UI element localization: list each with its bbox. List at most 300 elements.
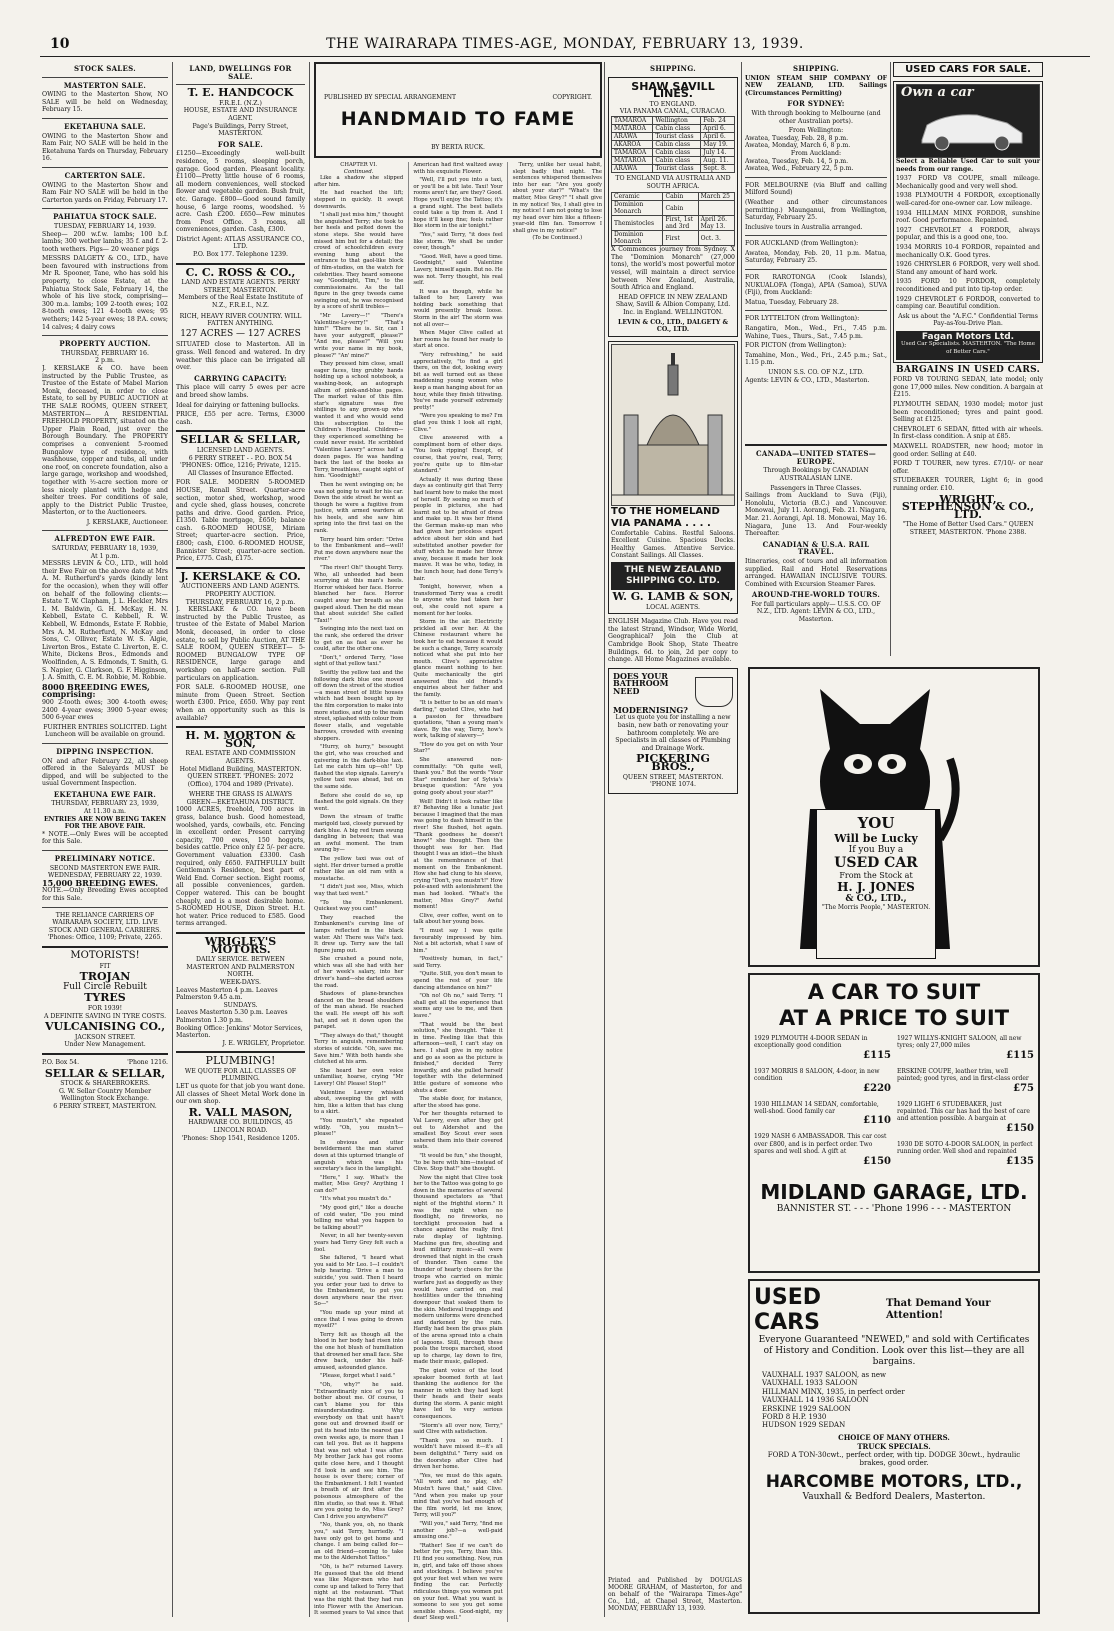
story-paragraph: "Were you speaking to me? I'm glad you think I look all right, Clive." <box>413 413 503 433</box>
sailing-cell: Dominion Monarch <box>612 231 663 246</box>
st-pauls-drawing <box>612 345 734 505</box>
story-paragraph: In obvious and utter bewilderment the man stared down at this upturned triangle of anguish which was his secretary's face in the lamplight. <box>314 1139 404 1173</box>
ad-text: WE QUOTE FOR ALL CLASSES OF PLUMBING. <box>184 1067 297 1083</box>
ad-headline: MODERNISING? <box>613 704 688 715</box>
ad-subheading: CANADIAN & U.S.A. RAIL TRAVEL. <box>762 539 870 557</box>
ad-text: If you Buy a <box>848 845 904 855</box>
story-paragraph: Swiftly the yellow taxi and the following dark blue one moved off down the street of the studios—a mean street of little houses which had been bought up by the film corporation to make into more studios, and up to the main street, splashed with colour from flower stalls, and vegetable barrows, crowded with evening shoppers. <box>314 669 404 742</box>
midland-car-desc: 1930 DE SOTO 4-DOOR SALOON, in perfect running order. Well shod and repainted <box>897 1140 1033 1156</box>
story-paragraph: The stable door, for instance, after the steed has gone. <box>413 1096 503 1109</box>
ad-text: G. W. Sellar Country Member Wellington Stock Exchange. <box>58 1087 152 1103</box>
ad-brand: C. C. ROSS & CO., <box>185 265 296 279</box>
sailing-row <box>612 116 735 124</box>
sailing-row <box>612 124 735 132</box>
stock-list: Sheep— 200 w.f.w. lambs; 100 b.f. lambs; 300 wether lambs; 35 f. and f. 2-tooth wethers. Pigs— 20 weaner pigs <box>42 230 168 253</box>
ad-text: LET us quote for that job you want done. All classes of Sheet Metal Work done in our own shop. <box>176 1083 305 1106</box>
ad-headline: Will be Lucky <box>834 832 918 845</box>
sailing-cell: March 25 <box>698 193 734 201</box>
ad-headline: BATHROOM <box>613 678 669 689</box>
story-paragraph: "You mustn't," she repeated wildly. "Oh, you mustn't—please!" <box>314 1117 404 1138</box>
ad-text: 'Phones: Shop 1541, Residence 1205. <box>181 1134 300 1142</box>
ad-text: DAILY SERVICE. BETWEEN MASTERTON AND PALMERSTON NORTH. <box>186 956 295 979</box>
ad-headline: USED CARS <box>754 1285 821 1335</box>
ad-text: 'Phone 1216. <box>127 1058 168 1066</box>
ad-subheading: FOR MELBOURNE (via Bluff and calling Milford Sound) <box>745 181 887 197</box>
midland-car-desc: 1930 HILLMAN 14 SEDAN, comfortable, well-shod. Good family car <box>754 1100 879 1116</box>
harcombe-list <box>762 1371 1026 1430</box>
ad-text: With through booking to Melbourne (and other Australian ports). <box>751 109 881 125</box>
ad-headline: DOES YOUR <box>613 670 668 681</box>
sailing-cell <box>698 201 734 216</box>
story-paragraph: Clive, over coffee, went on to talk about her young boss. <box>413 912 503 926</box>
ad-text: Through Bookings by CANADIAN AUSTRALASIAN LINE. <box>763 467 869 482</box>
stock-list: 900 2-tooth ewes; 300 4-tooth ewes; 2400 4-year ewes; 3900 5-year ewes; 500 6-year ewes <box>42 698 168 722</box>
ad-subheading: FOR SYDNEY: <box>787 99 845 109</box>
story-paragraph: They reached the Embankment's curving line of lamps reflected in the black water. Ah! There was Val's taxi. It drew up. Terry saw the tall figure jump out. <box>314 914 404 954</box>
story-chapter: CHAPTER VI. <box>340 162 378 168</box>
bargain-listing: CHEVROLET 6 SEDAN, fitted with air wheels. In first-class condition. A snip at £85. <box>893 425 1043 441</box>
story-paragraph: "Thank you so much. I wouldn't have missed it—it's all been delightful." Terry said on the doorstep after Clive had driven her home. <box>413 1437 503 1471</box>
ad-text: Awatea, Monday, Feb. 20, 11 p.m. Matua, Saturday, February 25. <box>745 249 887 265</box>
ad-brand: R. VALL MASON, <box>188 1105 293 1119</box>
story-paragraph: "Oh no! Oh no," said Terry. "I shall get all the experience that seems any use to me, and then leave." <box>413 993 503 1020</box>
story-paragraph: She crushed a pound note, which was all she had with her of her week's salary, into her driver's hand—she darted across the road. <box>314 956 404 989</box>
notice-time: At 11.30 a.m. <box>84 808 126 816</box>
car-listing: 1927 CHEVROLET 4 FORDOR, always popular, and this is a good one, too. <box>896 226 1040 242</box>
column-rule <box>172 62 173 1617</box>
sailing-row <box>612 148 735 156</box>
ad-brand: Fagan Motors Ltd. <box>921 331 1015 342</box>
notice-text: ON and after February 22, all sheep offered in the Saleyards MUST be dipped, and will be subjected to the usual Government Inspection. <box>42 757 168 788</box>
harcombe-ad <box>748 1279 1040 1614</box>
story-paragraph: "You made up your mind at once that I was going to drown myself?" <box>314 1309 404 1330</box>
basin-icon <box>695 677 733 707</box>
sailing-cell: Wellington <box>653 116 701 124</box>
ad-text: Comfortable Cabins. Restful Saloons. Excellent Cuisine. Spacious Decks. Healthy Games. Attentive Service. Constant Sailings. All Classes. <box>611 529 735 560</box>
ad-text: From Auckland: <box>790 149 842 157</box>
ad-text: REAL ESTATE AND COMMISSION AGENTS. <box>185 750 296 765</box>
midland-car-price: £75 <box>1013 1082 1034 1094</box>
section-heading: LAND, DWELLINGS FOR SALE. <box>189 64 292 81</box>
story-paragraph: "I must say I was quite favourably impressed by him. Not a bit actorish, what I saw of him." <box>413 927 503 954</box>
bargain-listing: STUDEBAKER TOURER, Light 6; in good running order. £10. <box>893 477 1043 492</box>
sailing-cell: Cabin class <box>653 124 701 132</box>
sailing-cell: April 6. <box>701 124 735 132</box>
story-paragraph: Actually it was during these days as continuity girl that Terry had learnt how to make the most of herself. By seeing so much of people in pictures, she had learnt not to be afraid of dress and make up. It was her friend the German make-up man who had given her priceless expert advice about her skin and had substituted another powder for stuff which he made her throw away, because it made her look mauve. It was he who, today, in the lunch hour, had done Terry's hair. <box>413 476 503 582</box>
ad-brand: T. E. HANDCOCK <box>187 86 294 100</box>
ad-headline: Own a car <box>901 85 974 100</box>
midland-car-price: £110 <box>863 1115 891 1127</box>
sailing-table <box>611 192 735 246</box>
story-paragraph: "It would be fun," she thought, "to be here with him—instead of Clive. Stop that!" she thought. <box>413 1152 503 1173</box>
midland-car <box>754 1133 891 1167</box>
ad-brand: SELLAR & SELLAR, <box>180 433 301 447</box>
ad-headline: A CAR TO SUIT <box>807 980 981 1004</box>
ad-brand: TROJAN <box>79 970 131 984</box>
sailing-line: Awatea, Monday, March 6, 8 p.m. <box>745 142 851 150</box>
sailing-cell: ARAWA <box>612 164 653 172</box>
sailing-cell: Tourist class <box>653 132 701 140</box>
midland-car-price: £135 <box>1006 1155 1034 1167</box>
notice-highlight: 15,000 BREEDING EWES. <box>42 877 159 888</box>
ad-text: TO ENGLAND. <box>649 100 697 108</box>
ad-headline: TO THE HOMELAND VIA PANAMA . . . . <box>611 505 720 529</box>
story-paragraph: "I shall just miss him," thought the anguished Terry; she took to her heels and pelted down the stone steps. She would have missed him but for a detail; the crowd of schoolchildren every evening hung about the entrance to that gaol-like block of film-studios, on the watch for celebrities. They heard someone say "Goodnight, Tim," to the commissionaire. As the tall figure in the grey tweeds came swinging out, he was recognised by a score of shrill trebles— <box>314 212 404 311</box>
story-paragraph: Like a shadow she slipped after him. <box>314 175 404 188</box>
car-listing: 1934 HILLMAN MINX FORDOR, sunshine roof. Good performance. Repainted. <box>896 209 1040 225</box>
notice-date: SATURDAY, FEBRUARY 18, 1939, <box>51 545 159 553</box>
story-paragraph: "Rather! See if we can't do better for you, Terry, than this. I'll find you something. Now, run in, girl, and take off those shoes and stockings. I believe you've got your feet wet when we were finding the car. Perfectly ridiculous things you women put on your feet. What you want is someone to see you get some sensible shoes. Good-night, my dear! Sleep well." <box>413 1542 503 1622</box>
story-paragraph: "How do you get on with Your Star?" <box>413 741 503 755</box>
story-paragraph: "No, thank you, oh, no thank you," said Terry, hurriedly. "I have only got to get home and change. I am being called for—an old friend—coming to take me to the Aldershot Tattoo." <box>314 1522 404 1562</box>
page-number: 10 <box>50 36 70 52</box>
listing-text: Ideal for dairying or fattening bullocks. <box>176 401 300 409</box>
ad-text: J. E. WRIGLEY, Proprietor. <box>222 1039 305 1047</box>
notice-text: ENTRIES ARE NOW BEING TAKEN FOR THE ABOVE FAIR. <box>43 815 167 831</box>
midland-car-desc: 1929 LIGHT 6 STUDEBAKER, just repainted. This car has had the best of care and attention possible. A bargain at <box>897 1100 1030 1123</box>
shaw-savill-ad <box>608 77 738 337</box>
ad-text: LICENSED LAND AGENTS. <box>196 446 285 454</box>
ad-brand: W. G. LAMB & SON, <box>612 590 734 604</box>
ad-text: STOCK & SHAREBROKERS. <box>60 1080 150 1088</box>
midland-car <box>897 1035 1034 1062</box>
midland-car-desc: 1927 WILLYS-KNIGHT SALOON, all new tyres; only 27,000 miles <box>897 1035 1022 1050</box>
magazine-club-ad: ENGLISH Magazine Club. Have you read the latest Strand, Windsor, Wide World, Geographical? Join the Club at Cambridge Book Shop, State Theatre Buildings. 6d. to join, 2d per copy to change. All Home Magazines available. <box>608 618 738 664</box>
notice-heading: EKETAHUNA SALE. <box>64 121 146 131</box>
story-paragraph: "Please, forget what I said." <box>320 1373 395 1380</box>
midland-car-desc: 1929 PLYMOUTH 4-DOOR SEDAN in exceptionally good condition <box>754 1035 868 1050</box>
harcombe-car: VAUXHALL 1937 SALOON, as new <box>762 1371 886 1379</box>
section-heading: SHIPPING. <box>792 64 839 73</box>
car-illustration <box>896 84 1040 158</box>
story-author: BY BERTA RUCK. <box>431 144 485 151</box>
ad-headline: AT A PRICE TO SUIT <box>778 1006 1010 1030</box>
midland-car <box>754 1068 891 1095</box>
sailing-cell: MATAROA <box>612 156 653 164</box>
ad-headline: That Demand Your Attention! <box>885 1298 991 1321</box>
notice-heading: EKETAHUNA EWE FAIR. <box>53 789 157 799</box>
sailing-cell: MATAROA <box>612 124 653 132</box>
ad-brand: PICKERING BROS., <box>636 752 710 773</box>
midland-car-price: £150 <box>1006 1122 1034 1134</box>
story-paragraph: "Oh, why?" he said. "Extraordinarily nice of you to bother about me. Of course, I can't blame you for this misunderstanding. Why everybody on that unit hasn't gone out and drowned itself or put its head into the nearest gas oven weeks ago, is more than I can tell you. But as it happens that was not what I was after. My brother Jack has got rooms quite close here, and I thought I'd look in and see him. The house is over there; corner of the Embankment. I felt I wanted a breath of air first after the poisonous atmosphere of the film studio, so that was it. What are you going to do, Miss Grey? Can I drive you anywhere?" <box>314 1381 404 1520</box>
sailing-row <box>612 140 735 148</box>
sailing-cell: Oct. 3. <box>698 231 734 246</box>
section-heading: SHIPPING. <box>649 64 696 73</box>
cathedral-illustration <box>611 344 735 506</box>
car-icon <box>897 85 1037 157</box>
sailing-row <box>612 216 735 231</box>
ad-brand: SHAW SAVILL LINES. <box>631 79 715 101</box>
nz-shipping-ad <box>608 341 738 615</box>
ad-text: For full particulars apply— U.S.S. CO. OF N.Z., LTD. Agent: LEVIN & CO., LTD., Masterton. <box>751 600 881 624</box>
sailing-cell: Cabin class <box>653 156 701 164</box>
story-paragraph: Clive answered with a compliment born of other days. "You look ripping! Except, of course, that you're, real, Terry, you're quite up to film-star standard." <box>413 435 503 475</box>
ad-text: Let us quote you for installing a new basin, new bath or renovating your bathroom completely. We are Specialists in all classes of Plumbing and Drainage Work. <box>615 714 731 752</box>
car-listing: 1935 FORD 10 FORDOR, completely reconditioned and put into tip-top order. <box>896 278 1040 293</box>
listing-text: SITUATED close to Masterton. All in grass. Well fenced and watered. In dry weather this place can be irrigated all over. <box>176 341 305 372</box>
midland-right-list <box>897 1035 1034 1174</box>
notice-time: 2 p.m. <box>95 357 115 365</box>
sailing-row <box>612 164 735 172</box>
ad-text: Matua, Tuesday, February 28. <box>745 298 839 306</box>
story-paragraph: She heard her own voice unfamiliar, hoarse, crying "Mr Lavery! Oh! Please! Stop!" <box>314 1067 404 1087</box>
ad-text: "The Home of Better Used Cars." QUEEN STREET, MASTERTON. 'Phone 2388. <box>902 521 1034 536</box>
ad-brand: WRIGLEY'S MOTORS. <box>204 934 277 956</box>
midland-garage-ad <box>748 973 1040 1273</box>
imprint: Printed and Published by DOUGLAS MOORE GRAHAM, of Masterton, for and on behalf of the "Wairarapa Times-Age" Co., Ltd., at Chapel Street, Masterton. MONDAY, FEBRUARY 13, 1939. <box>608 1577 742 1612</box>
ad-text: From the Stock at <box>839 871 913 880</box>
ad-text: Sailings from Auckland to Suva (Fiji), Honolulu, Victoria (B.C.) and Vancouver. Monowai, July 11. Aorangi, Feb. 21. Niagara, Mar. 21. Aorangi, Apl. 18. Monowai, May 16. Niagara, June 13. And Four-weekly Thereafter. <box>745 492 887 538</box>
story-paragraph: "It is better to be an old man's darling," quoted Clive, who had a passion for threadbare quotations, "than a young man's slave. By the way, Terry, how's work, talking of slavery—" <box>413 700 503 740</box>
ad-text: QUEEN STREET, MASTERTON. 'PHONE 1074. <box>622 773 724 789</box>
story-paragraph: Well! Didn't it look rather like it? Behaving like a lunatic just because I imagined that the man was going to dash himself in the river! She flushed, hot again. "Thank goodness he doesn't know!" she thought. Then the thought was for her. Had thought I was an idiot—the blush at the remembrance of that moment on the Embankment. How she had clung to his sleeve, crying "Don't, you mustn't!" How pole-axed with astonishment the man had looked. "What's the matter, Miss Grey?" Awful moment! <box>413 798 503 911</box>
listing-text: This place will carry 5 ewes per acre and breed show lambs. <box>176 384 305 399</box>
sailing-table <box>611 116 735 173</box>
bargain-listing: MAXWELL ROADSTER, new hood; motor in good order. Selling at £40. <box>893 443 1043 458</box>
ad-text: AUCTIONEERS AND LAND AGENTS. PROPERTY AUCTION. <box>181 583 300 599</box>
ad-subheading: FOR LYTTELTON (from Wellington): <box>745 315 860 323</box>
bargain-listing: FORD V8 TOURING SEDAN, late model; only gone 17,000 miles. New condition. A bargain at £215. <box>893 376 1043 399</box>
column-rule <box>890 62 891 656</box>
midland-car-price: £220 <box>863 1082 891 1094</box>
ad-headline: YOU <box>857 814 895 832</box>
story-paragraph: Now the night that Clive took her to the Tattoo was going to go down in the memories of several thousand spectators as "that night of the frightful storm." It was the night when no floodlight, no fireworks, no torchlight procession had a chance against the really first rate display of lightning. Machine gun fire, shouting and loud military music—all were drowned that night in the crash of thunder. Then came the thunder of hearty cheers for the troops who carried on mimic warfare just as doggedly as they would have carried on real hostilities under the thrashing downpour that soaked them to the skin. Medieval trappings and modern uniforms were drenched and darkened by the rain. Hardly had been the grass plain of the arena spread into a chain of lagoons. Still, through these pools the troops marched, stood up to charge, lay down to fire, made their music, galloped. <box>413 1174 503 1366</box>
story-paragraph: "It's what you mustn't do." <box>320 1196 392 1203</box>
sailing-cell: TAMAROA <box>612 116 653 124</box>
column-land-dwellings <box>176 62 305 1621</box>
car-listing: 1937 FORD V8 COUPE, small mileage. Mechanically good and very well shod. <box>896 175 1040 190</box>
story-paragraph: It was as though, while he talked to her, Lavery was holding back something that would presently break loose. Storm in the air! The storm was not all over— <box>413 288 503 328</box>
story-paragraph: "The river! Oh!" thought Terry. Who, all unheeded had been scurrying at this man's heels. Horror whisked her face. Horror blanched her face. Horror caught away her breath as she gasped aloud. Then he did mean that about suicide! She called "Taxi!" <box>314 565 404 624</box>
notice-time: At 1 p.m. <box>90 552 120 560</box>
ad-text: A DEFINITE SAVING IN TYRE COSTS. <box>43 1012 167 1020</box>
ad-text: FIT <box>99 962 111 970</box>
ad-highlight: 127 ACRES — 127 ACRES <box>180 328 301 339</box>
ad-text: Used Car Specialists. MASTERTON. "The Home of Better Cars." <box>901 341 1035 356</box>
notice-date: TUESDAY, FEBRUARY 14, 1939. <box>53 222 157 230</box>
ad-headline: BARGAINS IN USED CARS. <box>895 364 1041 375</box>
story-paragraph: Never, in all her twenty-seven years had Terry Grey felt such a fool. <box>314 1233 404 1253</box>
story-paragraph: Before she could do so, up flashed the gold signals. On they went. <box>314 792 404 812</box>
story-paragraph: "My good girl," like a douche of cold water, "Do you mind telling me what you happen to be talking about?" <box>314 1205 404 1231</box>
sailing-cell: Aug. 11. <box>701 156 735 164</box>
ad-subheading: CANADA—UNITED STATES—EUROPE. <box>756 449 876 466</box>
notice-note: NOTE.—Only Breeding Ewes accepted for this Sale. <box>42 887 168 902</box>
sailing-cell: Sept. 8. <box>701 164 735 172</box>
midland-car-desc: ERSKINE COUPE, leather trim, well painted; good tyres, and in first-class order <box>897 1067 1029 1083</box>
ad-text: Members of the Real Estate Institute of N.Z., F.R.E.I., N.Z. <box>178 294 303 310</box>
sailing-cell: Dominion Monarch <box>612 201 663 216</box>
ad-text: VIA PANAMA CANAL, CURACAO. <box>619 108 727 116</box>
midland-car <box>897 1101 1034 1135</box>
story-paragraph: They pressed him close, small eager faces, tiny grubby hands holding up a school notebook, a washing-book, an autograph album of pink-and-blue pages. The market value of this film star's signature was five shillings to any grown-up who wanted it and who would send this subscription to the Children's Hospital. Children—they experienced something he could never resist. He scribbled "Valentine Lavery" across half a dozen pages. He was handing back the last of the books as Terry, breathless, caught sight of him. "Goodnight!" <box>314 361 404 480</box>
ad-subheading: FOR AUCKLAND (from Wellington): <box>745 240 859 248</box>
ad-text: X Commences journey from Sydney. X The "Dominion Monarch" (27,000 tons), the world's most powerful motor vessel, will maintain a direct service between New Zealand, Australia, South Africa and England. <box>611 246 735 292</box>
sailing-cell: April 6. <box>701 132 735 140</box>
ad-text: LOCAL AGENTS. <box>646 603 700 611</box>
listing-text: PRICE, £55 per acre. Terms, £3000 cash. <box>176 411 305 426</box>
ad-text: (Weather and other circumstances permitting.) Maunganui, from Wellington, Saturday, February 25. <box>745 198 887 222</box>
story-paragraph: The yellow taxi was out of sight. Her driver turned a profile rather like an old ram with a moustache. <box>314 855 404 882</box>
ad-text: TO ENGLAND VIA AUSTRALIA AND SOUTH AFRICA. <box>615 174 731 190</box>
ad-text: 6 PERRY STREET, MASTERTON. <box>53 1102 157 1110</box>
car-listing: 1934 MORRIS 10-4 FORDOR, repainted and mechanically O.K. Good tyres. <box>896 243 1040 259</box>
ad-subheading: AROUND-THE-WORLD TOURS. <box>751 590 881 600</box>
sailing-line: Awatea, Tuesday, Feb. 28, 8 p.m. <box>745 134 849 142</box>
notice-text: OWING to the Masterton Show, NO SALE will be held on Wednesday, February 15. <box>42 91 168 114</box>
sailing-cell: Tourist class <box>653 164 701 172</box>
ad-brand: & CO., LTD., <box>845 894 907 904</box>
story-paragraphs <box>314 162 602 1622</box>
notice-heading: MASTERTON SALE. <box>63 80 147 90</box>
midland-car <box>897 1068 1034 1095</box>
ad-brand: H. J. JONES <box>837 880 915 894</box>
notice-subheading: SECOND MASTERTON EWE FAIR. <box>49 864 161 872</box>
column-rule <box>309 62 310 1617</box>
sailing-cell: May 19. <box>701 140 735 148</box>
midland-left-list <box>754 1035 891 1174</box>
sailing-cell: ARAWA <box>612 132 653 140</box>
ad-brand: SELLAR & SELLAR, <box>44 1066 166 1080</box>
story-paragraph: "I didn't just see, Miss, which way that taxi went." <box>314 884 404 897</box>
story-paragraph: The giant voice of the loud speaker boomed forth at last thanking the audience for the manner in which they had kept their heads and their seats during the storm. A panic might have led to very serious consequences. <box>413 1367 503 1421</box>
ad-text: FOR 1939! <box>87 1004 123 1012</box>
midland-car <box>754 1101 891 1128</box>
fagan-ad <box>893 81 1043 363</box>
listing-text: 1000 ACRES, freehold, 700 acres in grass, balance bush. Good homestead, woolshed, yards, cowbails, etc. Fencing in excellent order. Present carrying capacity, 700 ewes, 150 hoggets, besides cattle. Price only £2 5/- per acre. Government valuation £3300. Cash required, only £650. FAITHFULLY built Gentleman's Residence, best part of Weld End. Corner section. Eight rooms, all possible conveniences, garden. Copper watered. This can be bought cheaply, and is a most desirable home. 5-ROOMED HOUSE, Dixon Street. H.t. hot water. Price reduced to £585. Good terms arranged. <box>176 806 305 928</box>
sailing-row <box>612 231 735 246</box>
sailing-cell: Themistocles <box>612 216 663 231</box>
midland-car-price: £115 <box>863 1049 891 1061</box>
story-paragraph: "That would be the best solution," she thought. "Take it in time. Feeling like that this afternoon—well, I can't stay on here. I shall give in my notice and go as soon as the picture is finished," decided Terry inwardly, and she pulled herself together with the determined little gesture of someone who shuts a door. <box>413 1021 503 1094</box>
ad-brand: WRIGHT, STEPHENSON & CO., LTD. <box>901 492 1035 521</box>
midland-car <box>754 1035 891 1062</box>
ad-text: Passengers in Three Classes. <box>770 484 862 492</box>
notice-text: J. KERSLAKE & CO. have been instructed by the Public Trustee, as Trustee of the Estate of Mabel Marion Monk, deceased, in order to close Estate, to sell by PUBLIC AUCTION at THE SALE ROOMS, QUEEN STREET, MASTERTON— A RESIDENTIAL FREEHOLD PROPERTY, situated on the Upper Plain Road, just over the Borough Boundary. The PROPERTY comprises a convenient 5-roomed Bungalow type of residence, with washhouse, copper and tubs, all under one roof, on concrete foundation, also a large garage, workshop and woodshed, together with ½-acre section more or less nicely planted with hedge and shelter trees. For conditions of sale, apply to the District Public Trustee, Masterton, or to the Auctioneers. <box>42 365 168 517</box>
notice-text: MESSRS DALGETY & CO., LTD., have been favoured with instructions from Mr R. Spooner, Tane, who has sold his property, to close Estate, at the Pahiatua Stock Sale, February 14, the whole of his live stock, comprising— 300 m.a. lambs; 109 2-tooth ewes; 102 8-tooth ewes; 121 4-tooth ewes; 95 wethers; 142 5-year ewes; 18 P.A. cows; 14 calves; 4 dairy cows <box>42 255 168 331</box>
ad-text: UNION S.S. CO. OF N.Z., LTD. <box>768 369 864 376</box>
ad-text: Itineraries, cost of tours and all information supplied. Rail and Hotel Reservations arranged. HAWAIIAN INCLUSIVE TOURS. Combined with Excursion Steamer Fares. <box>745 557 887 588</box>
story-paragraph: "Very refreshing," he said appreciatively, "to find a girl there, on the dot, looking every bit as well turned out as these maddening young women who keep a man hanging about for an hour, while they finish titivating. You've made yourself extremely pretty!" <box>413 352 503 411</box>
notice-text: OWING to the Masterton Show and Ram Fair, NO SALE will be held in the Eketahuna Yards on Thursday, February 16. <box>42 132 168 163</box>
notice-heading: PROPERTY AUCTION. <box>59 339 151 349</box>
notice-text: OWING to the Masterton Show and Ram Fair NO SALE will be held in the Carterton yards on Friday, February 17. <box>42 181 168 204</box>
ad-text: Hotel Midland Building, MASTERTON. QUEEN STREET. 'PHONES: 2072 (Office), 1704 and 1989 (Private). <box>179 765 302 788</box>
ad-brand: MIDLAND GARAGE, LTD. <box>760 1179 1028 1204</box>
bargain-list <box>893 376 1043 492</box>
story-paragraph: "Will you," said Terry, "find me another job?—a well-paid amusing one." <box>413 1520 503 1541</box>
ad-subheading: FOR PICTON (from Wellington): <box>745 342 847 350</box>
ad-text: Under New Management. <box>64 1041 146 1049</box>
story-continued: Continued. <box>343 168 374 175</box>
story-paragraph: Swinging into the next taxi on the rank, she ordered the driver to get on as fast as ever he could, after the other one. <box>314 626 404 653</box>
ad-headline: NEED <box>613 686 640 696</box>
ad-text: Tamahine, Mon., Wed., Fri., 2.45 p.m.; Sat., 1.15 p.m. <box>745 351 887 367</box>
ad-text: THURSDAY, FEBRUARY 16, 2 p.m. <box>185 598 296 606</box>
sailing-cell: AKAROA <box>612 140 653 148</box>
story-copyright: COPYRIGHT. <box>552 94 592 101</box>
story-paragraph: He had reached the lift; stepped in quickly. It swept downwards. <box>314 190 404 210</box>
sailing-cell: First, 1st and 3rd <box>663 216 698 231</box>
car-listing: 1926 CHRYSLER 6 FORDOR, very well shod. Stand any amount of hard work. <box>896 261 1040 276</box>
notice-heading: CARTERTON SALE. <box>64 170 146 180</box>
notice-heading: DIPPING INSPECTION. <box>56 746 154 756</box>
ad-text: District Agent: ATLAS ASSURANCE CO., LTD. <box>176 235 305 251</box>
cat-sign <box>816 809 936 959</box>
harcombe-car: FORD 8 H.P. 1930 <box>762 1413 827 1422</box>
sailing-cell: Cabin class <box>653 140 701 148</box>
sailing-row <box>612 193 735 201</box>
story-paragraph: "Well, I'll put you into a taxi, or you'll be a bit late. Taxi! Your rooms aren't far, are they? Good. Hope you'll enjoy the Tattoo; it's a grand sight. The best ballets could take a tip from it. And I hope it'll keep fine; feels rather like storm in the air tonight." <box>413 177 503 230</box>
ad-brand: HARCOMBE MOTORS, LTD., <box>765 1471 1023 1492</box>
story-paragraph: "Mr Lavery—!" "There's Valentine-Ly-verry!" "That's him!" "There he is. Sir, can I have your autygreff, please?" "And me, please?" "Will you write your name in my book, please?" "An' mine?" <box>314 313 404 359</box>
midland-car-desc: 1929 NASH 6 AMBASSADOR. This car cost over £800, and is in perfect order. Two spares and well shod. A gift at <box>754 1133 887 1156</box>
ad-brand: TYRES <box>84 991 126 1005</box>
notice-text: FURTHER ENTRIES SOLICITED. Light Luncheon will be available on ground. <box>43 723 167 739</box>
car-listing: 1929 CHEVROLET 6 FORDOR, converted to camping car. Beautiful condition. <box>896 295 1040 311</box>
ad-text: Ask us about the "A.F.C." Confidential Terms Pay-as-You-Drive Plan. <box>898 312 1038 328</box>
masthead <box>40 34 1090 57</box>
ad-text: BANNISTER ST. - - - 'Phone 1996 - - - MASTERTON <box>776 1203 1012 1214</box>
ad-text: F.R.E.I. (N.Z.) <box>219 99 262 107</box>
ad-text: Rangatira, Mon., Wed., Fri., 7.45 p.m. Wahine, Tues., Thurs., Sat., 7.45 p.m. <box>745 325 887 340</box>
story-body <box>314 162 602 1622</box>
story-paragraph: "Yes, we must do this again. "All work and no play, eh? Mustn't have that," said Clive. "And when you make up your mind that you've had enough of the film world, let me know, Terry, will you?" <box>413 1472 503 1519</box>
bargain-listing: FORD T TOURER, new tyres. £7/10/- or near offer. <box>893 460 1043 475</box>
story-columns <box>314 162 602 1622</box>
car-listing: 1938 PLYMOUTH 4 FORDOR, exceptionally well-cared-for one-owner car. Low mileage. <box>896 192 1040 207</box>
sailing-cell: July 14. <box>701 148 735 156</box>
ad-subheading: WHERE THE GRASS IS ALWAYS GREEN—EKETAHUNA DISTRICT. <box>186 791 295 806</box>
story-paragraph: Then he went swinging on; he was not going to wait for his car. Down the side street he went as though he were a fugitive from justice, with armed warders at his heels, and she saw him spring into the first taxi on the rank. <box>314 481 404 535</box>
ad-subheading: FOR RAROTONGA (Cook Islands), NUKUALOFA (Tonga), APIA (Samoa), SUVA (Fiji), from Auckland: <box>745 274 887 297</box>
story-paragraph: She faltered, "I heard what you said to Mr Leo. I—I couldn't help hearing. 'Drive a man to suicide,' you said. Then I heard you order your taxi to drive to the Embankment, to put you down anywhere near the river. So—" <box>314 1255 404 1308</box>
ad-brand: THE NEW ZEALAND SHIPPING CO. LTD. <box>611 562 735 590</box>
listing-text: FOR SALE. 6-ROOMED HOUSE, one minute from Queen Street. Section worth £300. Price, £650. Why pay rent when an opportunity such as this is available? <box>176 684 305 722</box>
story-paragraph: "Yes," said Terry, "it does feel like storm. We shall be under cover, though." <box>413 231 503 252</box>
sailing-cell: Cabin class <box>653 148 701 156</box>
sailing-cell: Feb. 24 <box>701 116 735 124</box>
story-paragraph: Terry, unlike her usual habit, slept badly that night. The sentences whispered themselves into her ear. "Are you goofy about your star?" "What's the matter, Miss Grey?" "I shall give in my notice! Yes, I shall give in my notice! I am not going to lose my head over him like a fifteen-year-old film fan. Tomorrow I shall give in my notice!" <box>512 162 602 234</box>
ad-text: Everyone Guaranteed "NEWED," and sold with Certificates of History and Condition. Look over this list—they are all bargains. <box>758 1335 1030 1367</box>
story-arrangement: PUBLISHED BY SPECIAL ARRANGEMENT <box>324 94 456 101</box>
story-paragraph: "Positively human, in fact," said Terry. <box>413 956 503 969</box>
ad-text: JACKSON STREET. <box>74 1033 136 1041</box>
story-paragraph: For her thoughts returned to Val Lavery, even after they got out to Aldershot and the smallest Boy Scout ever seen ushered them into their covered seats. <box>413 1111 503 1151</box>
story-paragraph: Tonight, however, when a transformed Terry was a credit to anyone who had taken her out, she could not spare a moment for her looks. <box>413 584 503 617</box>
harcombe-car: HILLMAN MINX, 1935, in perfect order <box>762 1387 905 1396</box>
story-paragraph: Valentine Lavery whisked about, sweeping the girl with him, like a kitten that has clung to a skirt. <box>314 1089 404 1116</box>
notice-date: WEDNESDAY, FEBRUARY 22, 1939. <box>48 872 162 880</box>
notice-heading: PAHIATUA STOCK SALE. <box>53 212 157 222</box>
ad-text: From Wellington: <box>788 127 844 135</box>
story-paragraph: "Storm's all over now, Terry," said Clive with satisfaction. <box>413 1422 503 1436</box>
story-paragraph: "Don't," ordered Terry, "lose sight of that yellow taxi." <box>314 654 404 668</box>
column-used-cars <box>893 62 1043 712</box>
ad-text: Full Circle Rebuilt <box>63 981 147 992</box>
sailing-cell: First <box>663 231 698 246</box>
newspaper-title: THE WAIRARAPA TIMES-AGE, MONDAY, FEBRUARY 13, 1939. <box>326 36 804 52</box>
ad-text: Leaves Masterton 4 p.m. Leaves Palmerston 9.45 a.m. <box>176 986 278 1002</box>
ad-text: RICH, HEAVY RIVER COUNTRY. WILL FATTEN ANYTHING. <box>179 312 302 328</box>
story-paragraph: Storm in the air. Electricity prickled all over her. At the Chinese restaurant where he took her to eat because it would be such a change, Terry scarcely noticed what she put into her mouth. Clive's appreciative glance meant nothing to her. Quite mechanically the girl answered this old friend's enquiries about her father and the family. <box>413 619 503 698</box>
ad-text: SUNDAYS. <box>223 1001 258 1009</box>
sailing-cell: Ceramic <box>612 193 663 201</box>
section-heading: USED CARS FOR SALE. <box>893 62 1043 77</box>
story-paragraph: When Major Clive called at her rooms he found her ready to start at once. <box>413 330 503 350</box>
notice-heading: PRELIMINARY NOTICE. <box>54 854 156 864</box>
